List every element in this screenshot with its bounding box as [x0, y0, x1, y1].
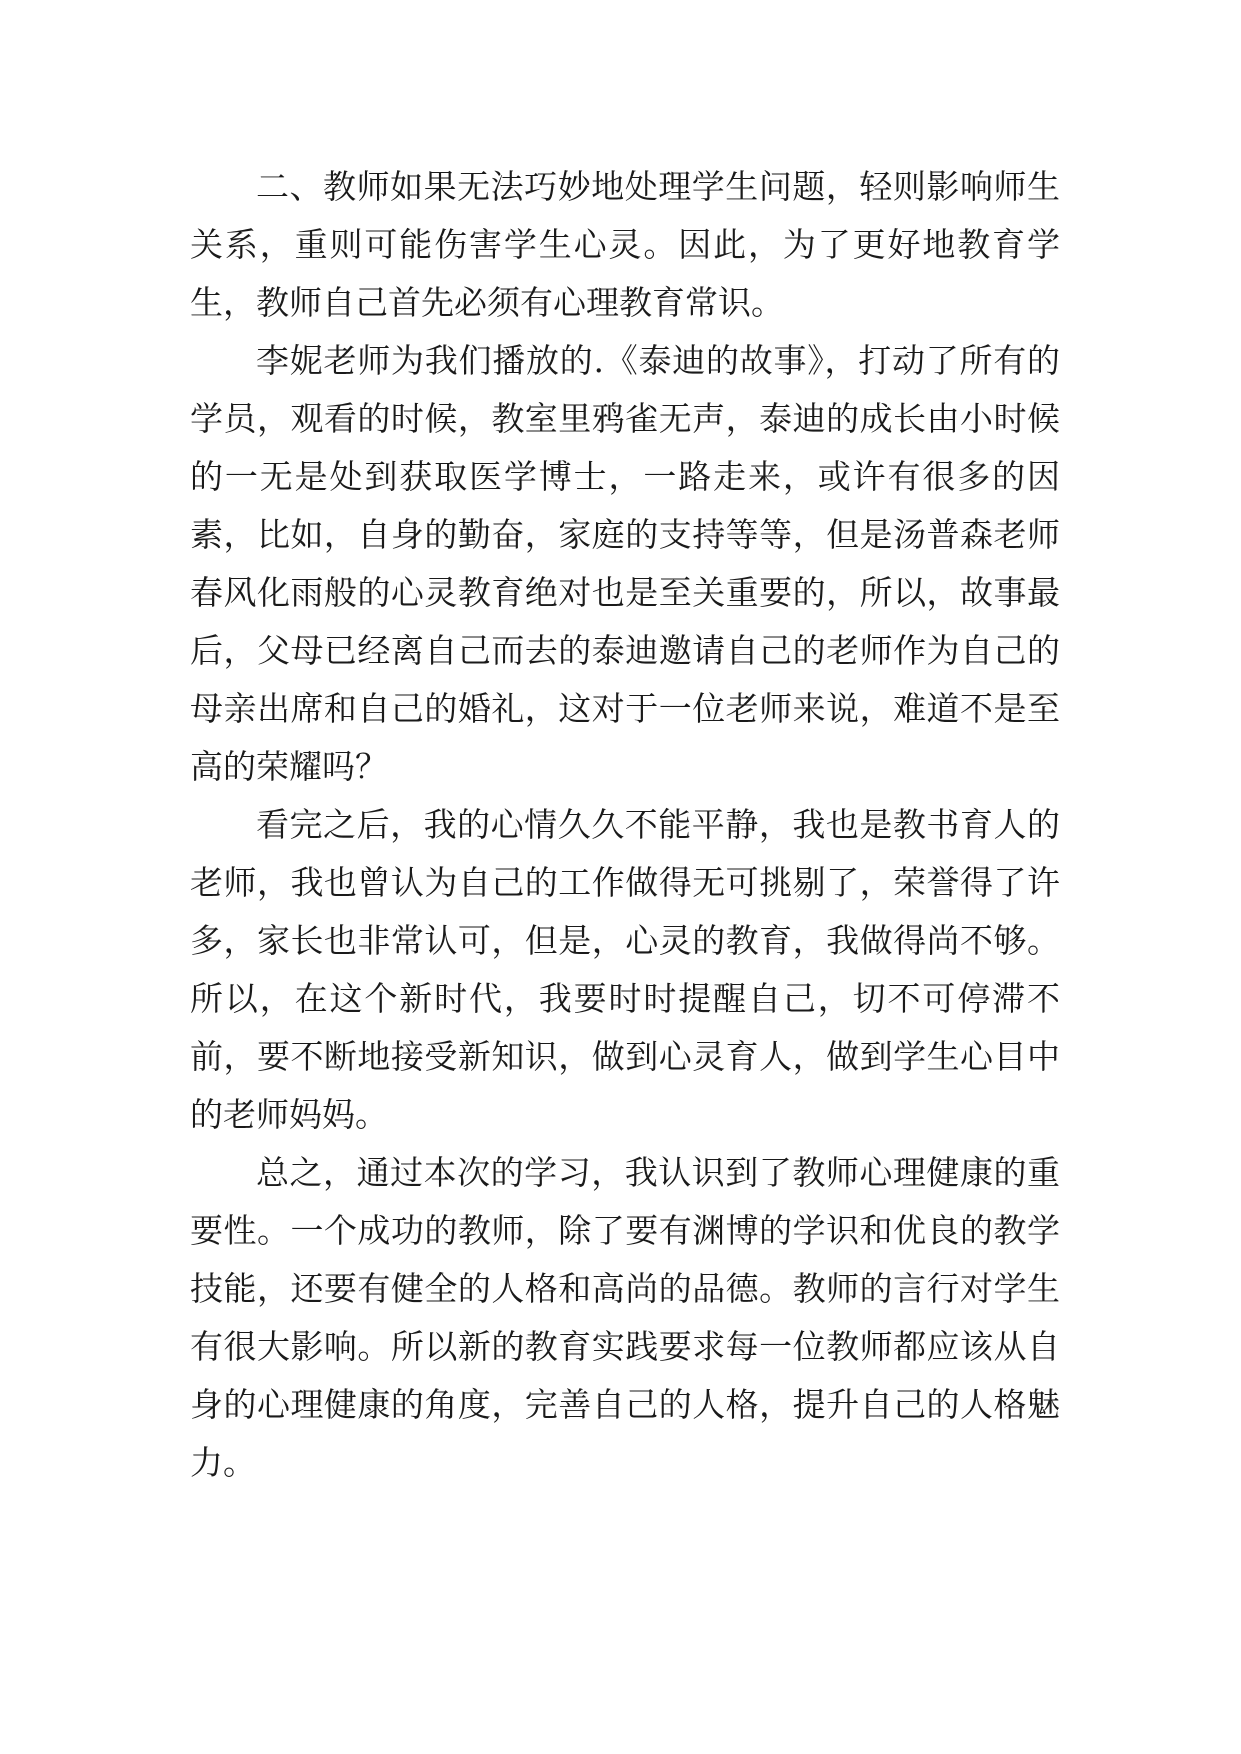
paragraph: 总之，通过本次的学习，我认识到了教师心理健康的重要性。一个成功的教师，除了要有渊博的学识和优良的教学技能，还要有健全的人格和高尚的品德。教师的言行对学生有很大影响。所以新的教育实践要求每一位教师都应该从自身的心理健康的角度，完善自己的人格，提升自己的人格魅力。 — [190, 1153, 1060, 1482]
paragraph: 看完之后，我的心情久久不能平静，我也是教书育人的老师，我也曾认为自己的工作做得无可挑剔了，荣誉得了许多，家长也非常认可，但是，心灵的教育，我做得尚不够。所以，在这个新时代，我要时时提醒自己，切不可停滞不前，要不断地接受新知识，做到心灵育人，做到学生心目中的老师妈妈。 — [190, 805, 1060, 1134]
paragraph: 李妮老师为我们播放的.《泰迪的故事》，打动了所有的学员，观看的时候，教室里鸦雀无声，泰迪的成长由小时候的一无是处到获取医学博士，一路走来，或许有很多的因素，比如，自身的勤奋，家庭的支持等等，但是汤普森老师春风化雨般的心灵教育绝对也是至关重要的，所以，故事最后，父母已经离自己而去的泰迪邀请自己的老师作为自己的母亲出席和自己的婚礼，这对于一位老师来说，难道不是至高的荣耀吗？ — [190, 341, 1060, 786]
document-body — [190, 158, 1060, 1492]
paragraph: 二、教师如果无法巧妙地处理学生问题，轻则影响师生关系，重则可能伤害学生心灵。因此，为了更好地教育学生，教师自己首先必须有心理教育常识。 — [190, 167, 1060, 322]
